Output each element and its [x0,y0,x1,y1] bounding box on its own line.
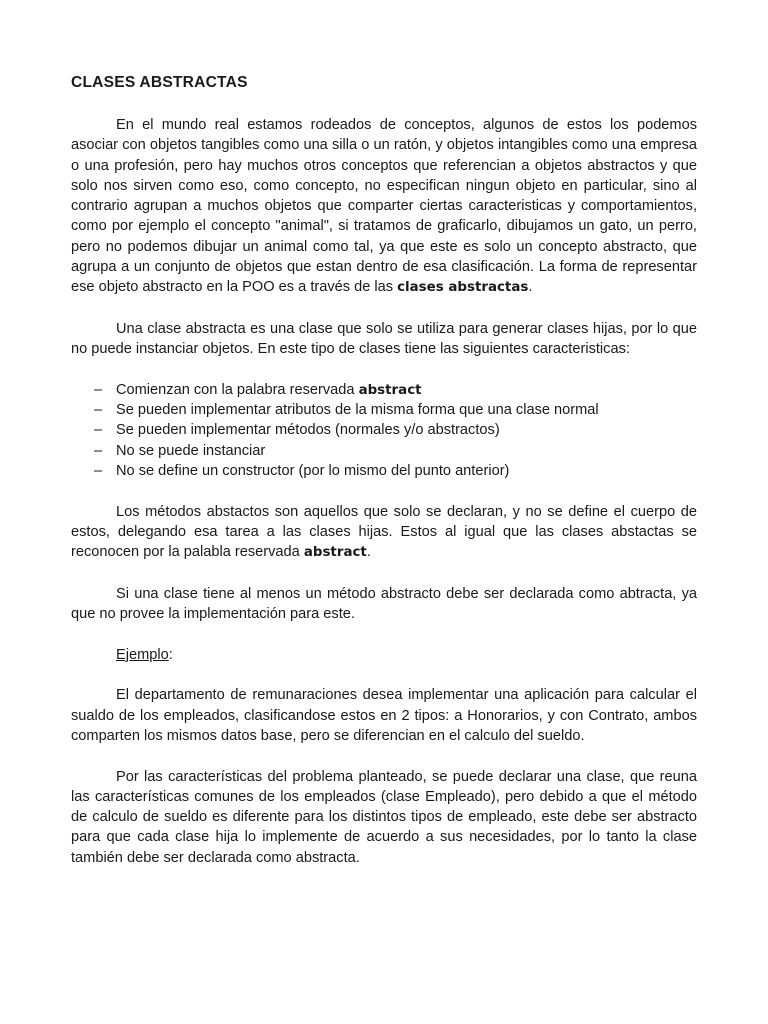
spacer [71,624,697,644]
spacer [71,665,697,685]
example-paragraph: El departamento de remunaraciones desea implementar una aplicación para calcular el sualdo de los empleados, clasificandose estos en 2 tipos: a Honorarios, y con Contrato, ambos comparten los mismos datos base, pero se diferencian en el calculo del sueldo. [71,687,697,744]
intro-end: . [528,279,533,296]
list-item-text: No se puede instanciar [116,442,266,459]
example-label: Ejemplo [116,646,169,663]
list-item-text: No se define un constructor (por lo mismo del punto anterior) [116,463,510,480]
abstract-methods-text: Los métodos abstactos son aquellos que solo se declaran, y no se define el cuerpo de estos, delegando esa tarea a las clases hijas. Estos al igual que las clases abstactas se reconocen por la palabla reservada [71,503,697,561]
list-item [71,380,697,400]
intro-bold-term: clases abstractas [397,280,529,296]
list-item [71,441,697,461]
intro-text: En el mundo real estamos rodeados de conceptos, algunos de estos los podemos asociar con objetos tangibles como una silla o un ratón, y objetos intangibles como una empresa o una profesión, pero hay muchos otros conceptos que referencian a objetos abstractos y que solo nos sirven como eso, como concepto, no especifican ningun objeto en particular, sino al contrario agrupan a muchos objetos que comparter ciertas caracteristicas y comportamientos, como por ejemplo el concepto "animal", si tratamos de graficarlo, dibujamos un gato, un perro, pero no podemos dibujar un animal como tal, ya que este es solo un concepto abstracto, que agrupa a un conjunto de objetos que estan dentro de esa clasificación. La forma de representar ese objeto abstracto en la POO es a través de las [71,117,697,296]
spacer [71,746,697,766]
abstract-methods-bold-term: abstract [303,545,367,561]
rule-paragraph: Si una clase tiene al menos un método abstracto debe ser declarada como abtracta, ya que no provee la implementación para este. [71,585,697,623]
page-title: CLASES ABSTRACTAS [71,74,248,91]
list-item-bold: abstract [358,382,422,398]
abstract-methods-paragraph [71,502,697,564]
spacer [71,481,697,501]
spacer [71,564,697,584]
list-bullet: – [94,463,103,480]
spacer [71,299,697,319]
spacer [71,360,697,380]
list-bullet: – [94,402,103,419]
intro-paragraph [71,115,697,299]
abstract-methods-end: . [366,544,371,561]
list-item-text: Se pueden implementar métodos (normales y/o abstractos) [116,422,500,439]
list-bullet: – [94,381,103,398]
list-item-text: Comienzan con la palabra reservada [116,381,359,398]
features-list [71,380,697,481]
list-bullet: – [94,442,103,459]
definition-paragraph: Una clase abstracta es una clase que solo se utiliza para generar clases hijas, por lo que no puede instanciar objetos. En este tipo de clases tiene las siguientes caracteristicas: [71,320,697,358]
example-colon: : [168,646,173,663]
list-item [71,461,697,481]
list-item [71,420,697,440]
example-heading [71,645,697,665]
list-item [71,400,697,420]
document-page [71,73,697,868]
list-bullet: – [94,422,103,439]
list-item-text: Se pueden implementar atributos de la misma forma que una clase normal [116,402,599,419]
solution-paragraph: Por las características del problema planteado, se puede declarar una clase, que reuna las características comunes de los empleados (clase Empleado), pero debido a que el método de calculo de sueldo es diferente para los distintos tipos de empleado, este debe ser abstracto para que cada clase hija lo implemente de acuerdo a sus necesidades, por lo tanto la clase también debe ser declarada como abstracta. [71,768,697,866]
